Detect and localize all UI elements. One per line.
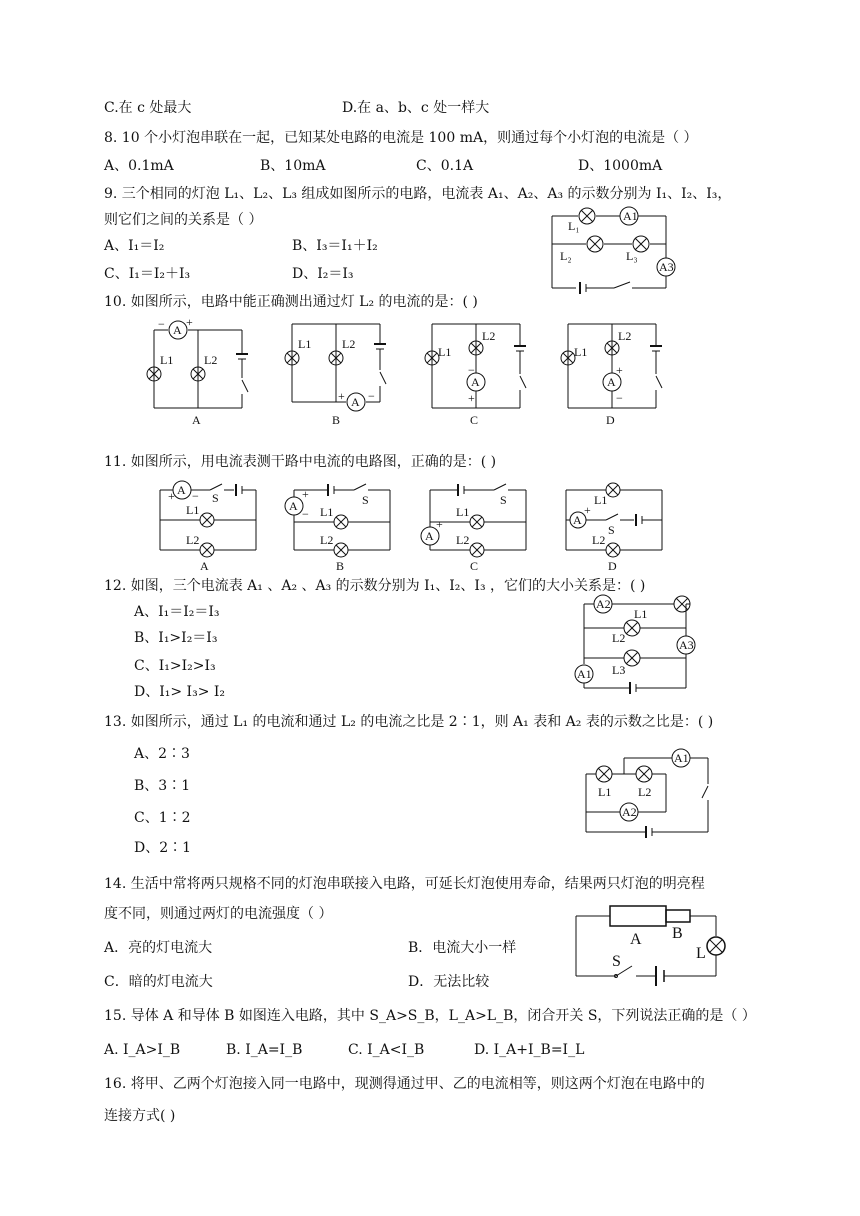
q10-label-c: C xyxy=(470,413,479,427)
q15-stem: 15. 导体 A 和导体 B 如图连入电路，其中 S_A>S_B，L_A>L_B，闭合开关 S，下列说法正确的是（ ） xyxy=(104,1008,756,1024)
q14-label-a: A xyxy=(630,931,642,948)
svg-text:+: + xyxy=(436,517,443,531)
q14-label-l: L xyxy=(696,945,706,962)
q16-stem: 16. 将甲、乙两个灯泡接入同一电路中，现测得通过甲、乙的电流相等，则这两个灯泡在电路中的 xyxy=(104,1076,705,1092)
svg-text:−: − xyxy=(368,389,375,403)
q14-circuit-diagram xyxy=(574,898,734,982)
q13-option-c: C、1∶2 xyxy=(134,810,191,826)
q8-option-d: D、1000mA xyxy=(578,158,663,174)
svg-text:A: A xyxy=(607,375,616,389)
q12-option-a: A、I₁＝I₂＝I₃ xyxy=(134,604,220,620)
q13-circuit-diagram xyxy=(584,744,714,840)
svg-text:L1: L1 xyxy=(438,345,452,359)
q10-label-a: A xyxy=(192,413,201,427)
q11-label-b: B xyxy=(336,559,345,573)
q13-stem: 13. 如图所示，通过 L₁ 的电流和通过 L₂ 的电流之比是 2∶1，则 A₁ 表和 A₂ 表的示数之比是：( ) xyxy=(104,714,714,730)
svg-text:A3: A3 xyxy=(659,260,674,274)
q16-stem-cont: 连接方式( ) xyxy=(104,1108,176,1124)
svg-text:A: A xyxy=(351,395,360,409)
svg-text:+: + xyxy=(168,489,175,503)
q11-label-c: C xyxy=(470,559,479,573)
q15-option-d: D. I_A+I_B=I_L xyxy=(474,1042,585,1058)
svg-text:S: S xyxy=(608,523,615,537)
svg-text:S: S xyxy=(212,491,219,505)
svg-text:L2: L2 xyxy=(612,631,626,645)
q11-stem: 11. 如图所示，用电流表测干路中电流的电路图，正确的是：( ) xyxy=(104,454,497,470)
svg-text:L1: L1 xyxy=(298,337,312,351)
q14-option-a: A．亮的灯电流大 xyxy=(104,940,213,956)
svg-text:A3: A3 xyxy=(679,638,694,652)
q13-option-d: D、2∶1 xyxy=(134,840,192,856)
svg-text:+: + xyxy=(584,503,591,517)
svg-text:L2: L2 xyxy=(342,337,356,351)
svg-text:L2: L2 xyxy=(456,533,470,547)
q7-option-d: D.在 a、b、c 处一样大 xyxy=(342,100,490,116)
svg-text:+: + xyxy=(468,391,475,405)
svg-text:A1: A1 xyxy=(674,751,689,765)
svg-text:+: + xyxy=(616,363,623,377)
q12-option-c: C、I₁>I₂>I₃ xyxy=(134,658,216,674)
q10-circuit-d xyxy=(561,324,662,427)
q9-circuit-diagram xyxy=(548,198,680,298)
q10-label-d: D xyxy=(606,413,615,427)
q11-label-a: A xyxy=(200,559,209,573)
svg-text:L1: L1 xyxy=(598,785,612,799)
svg-text:L2: L2 xyxy=(592,533,606,547)
svg-text:A: A xyxy=(425,529,434,543)
q11-label-d: D xyxy=(608,559,617,573)
svg-text:L2: L2 xyxy=(204,353,218,367)
q14-stem-cont: 度不同，则通过两灯的电流强度（ ） xyxy=(104,906,333,922)
q10-label-b: B xyxy=(332,413,341,427)
q9-label-l2: L₂ xyxy=(560,249,572,263)
q14-stem: 14. 生活中常将两只规格不同的灯泡串联接入电路，可延长灯泡使用寿命，结果两只灯泡的明亮程 xyxy=(104,876,705,892)
q9-option-b: B、I₃＝I₁＋I₂ xyxy=(292,238,378,254)
svg-text:L1: L1 xyxy=(160,353,174,367)
q12-option-d: D、I₁> I₃> I₂ xyxy=(134,684,226,700)
q11-circuit-diagrams xyxy=(158,478,678,572)
q10-circuit-a xyxy=(147,315,248,427)
q15-option-c: C. I_A<I_B xyxy=(348,1042,425,1058)
q14-label-s: S xyxy=(612,953,621,970)
q11-circuit-c xyxy=(421,484,526,573)
svg-text:L2: L2 xyxy=(638,785,652,799)
svg-text:−: − xyxy=(468,363,475,377)
svg-text:L2: L2 xyxy=(482,329,496,343)
q8-option-a: A、0.1mA xyxy=(104,158,174,174)
q8-option-b: B、10mA xyxy=(260,158,326,174)
svg-text:−: − xyxy=(302,507,309,521)
q8-option-c: C、0.1A xyxy=(416,158,474,174)
svg-text:S: S xyxy=(362,493,369,507)
svg-text:−: − xyxy=(616,391,623,405)
svg-text:A1: A1 xyxy=(577,667,592,681)
svg-text:L1: L1 xyxy=(594,493,608,507)
q12-stem: 12. 如图，三个电流表 A₁ 、A₂ 、A₃ 的示数分别为 I₁、I₂、I₃ ，它们的大小关系是：( ) xyxy=(104,578,646,594)
svg-text:L3: L3 xyxy=(612,663,626,677)
q15-option-a: A. I_A>I_B xyxy=(104,1042,181,1058)
q13-option-a: A、2∶3 xyxy=(134,746,190,762)
q14-option-b: B．电流大小一样 xyxy=(408,940,517,956)
svg-text:−: − xyxy=(192,489,199,503)
q7-option-c: C.在 c 处最大 xyxy=(104,100,192,116)
svg-text:−: − xyxy=(158,317,165,331)
svg-text:L1: L1 xyxy=(320,505,334,519)
q9-label-l1: L₁ xyxy=(568,219,580,233)
q10-stem: 10. 如图所示，电路中能正确测出通过灯 L₂ 的电流的是：( ) xyxy=(104,294,478,310)
svg-text:+: + xyxy=(186,315,193,329)
q15-option-b: B. I_A=I_B xyxy=(226,1042,303,1058)
q10-circuit-c xyxy=(425,324,526,427)
q9-label-l3: L₃ xyxy=(626,249,638,263)
svg-text:+: + xyxy=(338,389,345,403)
svg-text:S: S xyxy=(500,493,507,507)
q10-circuit-b xyxy=(285,324,386,427)
svg-text:A2: A2 xyxy=(596,597,611,611)
svg-text:A1: A1 xyxy=(623,209,638,223)
svg-text:+: + xyxy=(302,487,309,501)
q9-option-a: A、I₁＝I₂ xyxy=(104,238,165,254)
svg-text:L1: L1 xyxy=(634,607,648,621)
svg-text:L1: L1 xyxy=(456,505,470,519)
svg-text:L2: L2 xyxy=(618,329,632,343)
svg-text:A2: A2 xyxy=(622,805,637,819)
svg-text:L2: L2 xyxy=(186,533,200,547)
q9-option-c: C、I₁＝I₂＋I₃ xyxy=(104,266,191,282)
svg-text:A: A xyxy=(173,323,182,337)
q14-option-d: D．无法比较 xyxy=(408,974,490,990)
q11-circuit-a xyxy=(160,481,256,573)
svg-text:A: A xyxy=(573,513,582,527)
svg-text:L1: L1 xyxy=(186,503,200,517)
q12-circuit-diagram xyxy=(574,592,694,696)
q9-stem-cont: 则它们之间的关系是（ ） xyxy=(104,212,263,228)
q11-circuit-d xyxy=(566,483,662,573)
q8-stem: 8. 10 个小灯泡串联在一起，已知某处电路的电流是 100 mA，则通过每个小灯泡的电流是（ ） xyxy=(104,130,698,146)
q9-option-d: D、I₂＝I₃ xyxy=(292,266,354,282)
svg-text:L2: L2 xyxy=(320,533,334,547)
q12-option-b: B、I₁>I₂＝I₃ xyxy=(134,630,218,646)
q14-label-b: B xyxy=(672,925,683,942)
q14-option-c: C．暗的灯电流大 xyxy=(104,974,213,990)
svg-text:L1: L1 xyxy=(574,345,588,359)
svg-text:A: A xyxy=(471,375,480,389)
q11-circuit-b xyxy=(285,484,390,573)
svg-text:A: A xyxy=(177,483,186,497)
q13-option-b: B、3∶1 xyxy=(134,778,191,794)
q9-stem: 9. 三个相同的灯泡 L₁、L₂、L₃ 组成如图所示的电路，电流表 A₁、A₂、A₃ 的示数分别为 I₁、I₂、I₃， xyxy=(104,186,732,202)
q10-circuit-diagrams xyxy=(150,315,710,430)
svg-text:A: A xyxy=(289,499,298,513)
